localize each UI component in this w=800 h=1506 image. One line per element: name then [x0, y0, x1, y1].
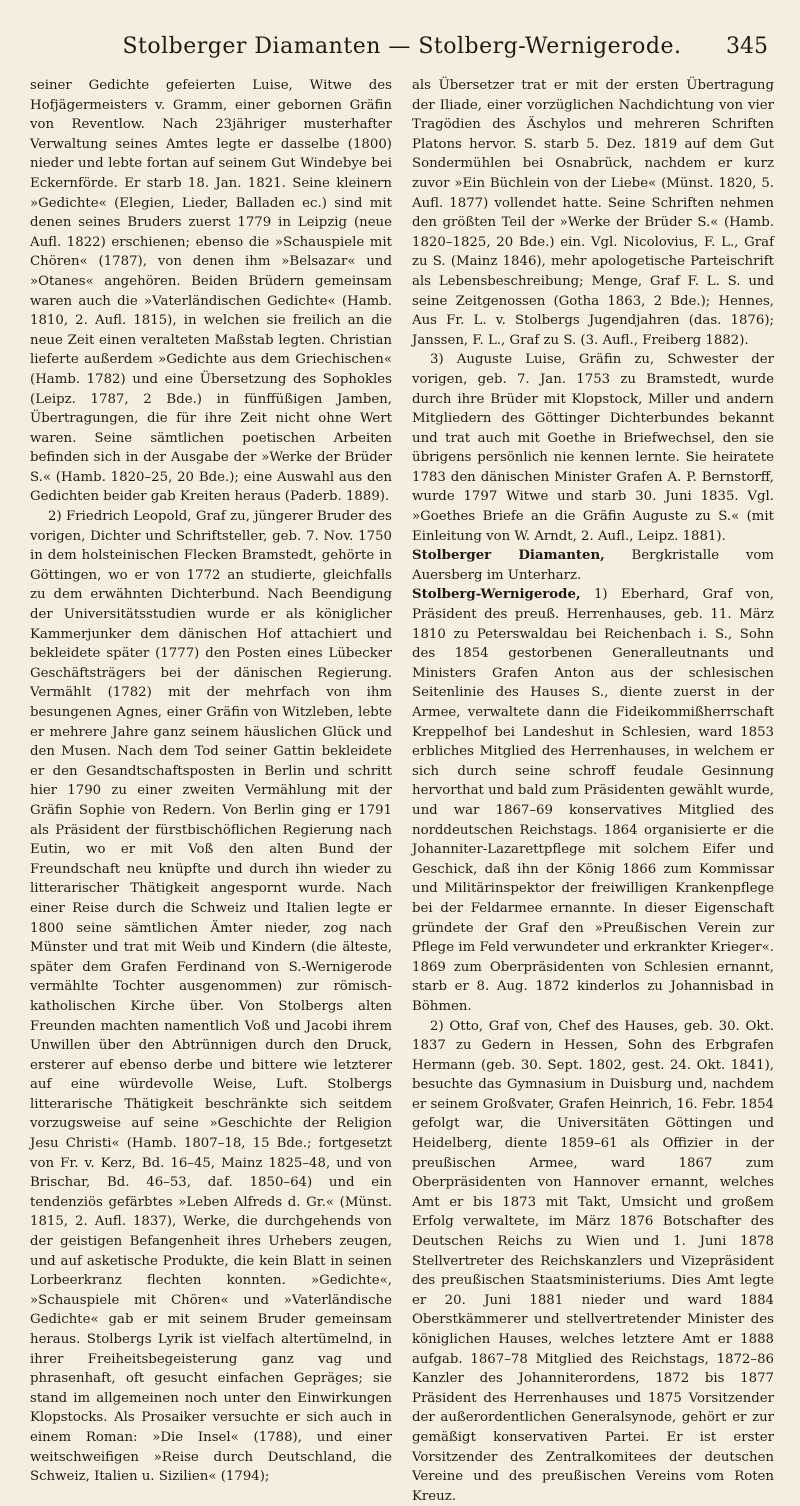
entry [412, 546, 774, 585]
entry [412, 585, 774, 1016]
right-column [412, 76, 774, 1506]
left-column [30, 76, 392, 1506]
page-header [30, 30, 774, 64]
entry-text: 1) Eberhard, Graf von, Präsident des preuß. Herrenhauses, geb. 11. März 1810 zu Peterswaldau bei Reichenbach i. S., Sohn des 1854 gestorbenen Generalleutnants und Ministers Grafen Anton aus der schlesischen Seitenlinie des Hauses S., diente zuerst in der Armee, verwaltete dann die Fideikommißherrschaft Kreppelhof bei Landeshut in Schlesien, ward 1853 erbliches Mitglied des Herrenhauses, in welchem er sich durch seine schroff feudale Gesinnung hervorthat und bald zum Präsidenten gewählt wurde, und war 1867–69 konservatives Mitglied des norddeutschen Reichstags. 1864 organisierte er die Johanniter-Lazarettpflege mit solchem Eifer und Geschick, daß ihn der König 1866 zum Kommissar und Militärinspektor der freiwilligen Krankenpflege bei der Feldarmee ernannte. In dieser Eigenschaft gründete der Graf den »Preußischen Verein zur Pflege im Feld verwundeter und erkrankter Krieger«. 1869 zum Oberpräsidenten von Schlesien ernannt, starb er 8. Aug. 1872 kinderlos zu Johannisbad in Böhmen. [412, 587, 774, 1013]
text-columns [30, 76, 774, 1506]
running-head: Stolberger Diamanten — Stolberg-Wernigerode. [30, 34, 774, 59]
paragraph: 3) Auguste Luise, Gräfin zu, Schwester der vorigen, geb. 7. Jan. 1753 zu Bramstedt, wurde durch ihre Brüder mit Klopstock, Miller und andern Mitgliedern des Göttinger Dichterbundes bekannt und trat auch mit Goethe in Briefwechsel, den sie übrigens persönlich nie kennen lernte. Sie heiratete 1783 den dänischen Minister Grafen A. P. Bernstorff, wurde 1797 Witwe und starb 30. Juni 1835. Vgl. »Goethes Briefe an die Gräfin Auguste zu S.« (mit Einleitung von W. Arndt, 2. Aufl., Leipz. 1881). [412, 350, 774, 546]
entry-headword: Stolberger Diamanten, [412, 548, 605, 563]
paragraph: seiner Gedichte gefeierten Luise, Witwe des Hofjägermeisters v. Gramm, einer gebornen Gräfin von Reventlow. Nach 23jähriger musterhafter Verwaltung seines Amtes legte er dasselbe (1800) nieder und lebte fortan auf seinem Gut Windebye bei Eckernförde. Er starb 18. Jan. 1821. Seine kleinern »Gedichte« (Elegien, Lieder, Balladen ec.) sind mit denen seines Bruders zuerst 1779 in Leipzig (neue Aufl. 1822) erschienen; ebenso die »Schauspiele mit Chören« (1787), von denen ihm »Belsazar« und »Otanes« angehören. Beiden Brüdern gemeinsam waren auch die »Vaterländischen Gedichte« (Hamb. 1810, 2. Aufl. 1815), in welchen sie freilich an die neue Zeit einen veralteten Maßstab legten. Christian lieferte außerdem »Gedichte aus dem Griechischen« (Hamb. 1782) und eine Übersetzung des Sophokles (Leipz. 1787, 2 Bde.) in fünffüßigen Jamben, Übertragungen, die für ihre Zeit nicht ohne Wert waren. Seine sämtlichen poetischen Arbeiten befinden sich in der Ausgabe der »Werke der Brüder S.« (Hamb. 1820–25, 20 Bde.); eine Auswahl aus den Gedichten beider gab Kreiten heraus (Paderb. 1889). [30, 76, 392, 507]
paragraph: 2) Friedrich Leopold, Graf zu, jüngerer Bruder des vorigen, Dichter und Schriftsteller, geb. 7. Nov. 1750 in dem holsteinischen Flecken Bramstedt, gehörte in Göttingen, wo er von 1772 an studierte, gleichfalls zu dem erwähnten Dichterbund. Nach Beendigung der Universitätsstudien wurde er als königlicher Kammerjunker dem dänischen Hof attachiert und bekleidete später (1777) den Posten eines Lübecker Geschäftsträgers bei der dänischen Regierung. Vermählt (1782) mit der mehrfach von ihm besungenen Agnes, einer Gräfin von Witzleben, lebte er mehrere Jahre ganz seinem häuslichen Glück und den Musen. Nach dem Tod seiner Gattin bekleidete er den Gesandtschaftsposten in Berlin und schritt hier 1790 zu einer zweiten Vermählung mit der Gräfin Sophie von Redern. Von Berlin ging er 1791 als Präsident der fürstbischöflichen Regierung nach Eutin, wo er mit Voß den alten Bund der Freundschaft neu knüpfte und durch ihn wieder zu litterarischer Thätigkeit angespornt wurde. Nach einer Reise durch die Schweiz und Italien legte er 1800 seine sämtlichen Ämter nieder, zog nach Münster und trat mit Weib und Kindern (die älteste, später dem Grafen Ferdinand von S.-Wernigerode vermählte Tochter ausgenommen) zur römisch-katholischen Kirche über. Von Stolbergs alten Freunden machten namentlich Voß und Jacobi ihrem Unwillen über den Abtrünnigen durch den Druck, ersterer auf ebenso derbe und bittere wie letzterer auf eine würdevolle Weise, Luft. Stolbergs litterarische Thätigkeit beschränkte sich seitdem vorzugsweise auf seine »Geschichte der Religion Jesu Christi« (Hamb. 1807–18, 15 Bde.; fortgesetzt von Fr. v. Kerz, Bd. 16–45, Mainz 1825–48, und von Brischar, Bd. 46–53, daf. 1850–64) und ein tendenziös gefärbtes »Leben Alfreds d. Gr.« (Münst. 1815, 2. Aufl. 1837), Werke, die durchgehends von der geistigen Befangenheit ihres Urhebers zeugen, und auf asketische Produkte, die kein Blatt in seinen Lorbeerkranz flechten konnten. »Gedichte«, »Schauspiele mit Chören« und »Vaterländische Gedichte« gab er mit seinem Bruder gemeinsam heraus. Stolbergs Lyrik ist vielfach altertümelnd, in ihrer Freiheitsbegeisterung ganz vag und phrasenhaft, oft gesucht einfachen Gepräges; sie stand im allgemeinen noch unter den Einwirkungen Klopstocks. Als Prosaiker versuchte er sich auch in einem Roman: »Die Insel« (1788), und einer weitschweifigen »Reise durch Deutschland, die Schweiz, Italien u. Sizilien« (1794); [30, 507, 392, 1487]
entry-text: Bergkristalle vom Auersberg im Unterharz. [412, 548, 774, 583]
paragraph: als Übersetzer trat er mit der ersten Übertragung der Iliade, einer vorzüglichen Nachdichtung von vier Tragödien des Äschylos und mehreren Schriften Platons hervor. S. starb 5. Dez. 1819 auf dem Gut Sondermühlen bei Osnabrück, nachdem er kurz zuvor »Ein Büchlein von der Liebe« (Münst. 1820, 5. Aufl. 1877) vollendet hatte. Seine Schriften nehmen den größten Teil der »Werke der Brüder S.« (Hamb. 1820–1825, 20 Bde.) ein. Vgl. Nicolovius, F. L., Graf zu S. (Mainz 1846), mehr apologetische Parteischrift als Lebensbeschreibung; Menge, Graf F. L. S. und seine Zeitgenossen (Gotha 1863, 2 Bde.); Hennes, Aus Fr. L. v. Stolbergs Jugendjahren (das. 1876); Janssen, F. L., Graf zu S. (3. Aufl., Freiberg 1882). [412, 76, 774, 350]
page-number: 345 [726, 34, 768, 59]
paragraph: 2) Otto, Graf von, Chef des Hauses, geb. 30. Okt. 1837 zu Gedern in Hessen, Sohn des Erbgrafen Hermann (geb. 30. Sept. 1802, gest. 24. Okt. 1841), besuchte das Gymnasium in Duisburg und, nachdem er seinem Großvater, Grafen Heinrich, 16. Febr. 1854 gefolgt war, die Universitäten Göttingen und Heidelberg, diente 1859–61 als Offizier in der preußischen Armee, ward 1867 zum Oberpräsidenten von Hannover ernannt, welches Amt er bis 1873 mit Takt, Umsicht und großem Erfolg verwaltete, im März 1876 Botschafter des Deutschen Reichs zu Wien und 1. Juni 1878 Stellvertreter des Reichskanzlers und Vizepräsident des preußischen Staatsministeriums. Dies Amt legte er 20. Juni 1881 nieder und ward 1884 Oberstkämmerer und stellvertretender Minister des königlichen Hauses, welches letztere Amt er 1888 aufgab. 1867–78 Mitglied des Reichstags, 1872–86 Kanzler des Johanniterordens, 1872 bis 1877 Präsident des Herrenhauses und 1875 Vorsitzender der außerordentlichen Generalsynode, gehört er zur gemäßigt konservativen Partei. Er ist erster Vorsitzender des Zentralkomitees der deutschen Vereine und des preußischen Vereins vom Roten Kreuz. [412, 1017, 774, 1506]
entry-headword: Stolberg-Wernigerode, [412, 587, 581, 602]
